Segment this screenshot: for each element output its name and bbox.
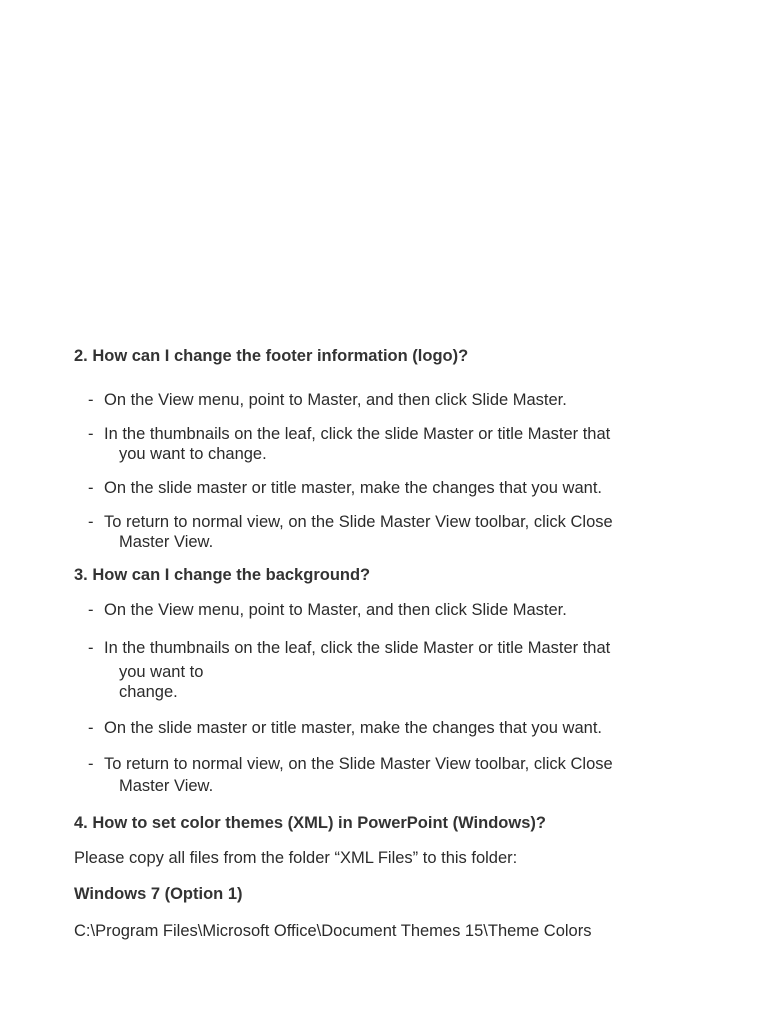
section-2-item-2	[88, 424, 688, 464]
item-line: Master View.	[119, 533, 214, 551]
bullet-dash: -	[88, 601, 94, 619]
item-line: To return to normal view, on the Slide Master View toolbar, click Close	[104, 513, 613, 531]
bullet-dash: -	[88, 479, 94, 497]
item-line: On the slide master or title master, make the changes that you want.	[104, 719, 602, 737]
section-2-heading: 2. How can I change the footer information (logo)?	[74, 347, 469, 365]
bullet-dash: -	[88, 425, 94, 443]
section-3-item-1	[88, 600, 688, 620]
item-line: you want to change.	[119, 445, 267, 463]
folder-path: C:\Program Files\Microsoft Office\Document Themes 15\Theme Colors	[74, 922, 592, 940]
section-2-item-3	[88, 478, 688, 498]
item-line: On the View menu, point to Master, and then click Slide Master.	[104, 601, 567, 619]
section-4-subheading: Windows 7 (Option 1)	[74, 885, 243, 903]
bullet-dash: -	[88, 513, 94, 531]
section-3-heading: 3. How can I change the background?	[74, 566, 371, 584]
item-line: Master View.	[119, 777, 214, 795]
item-line: On the slide master or title master, make the changes that you want.	[104, 479, 602, 497]
item-line: In the thumbnails on the leaf, click the slide Master or title Master that	[104, 639, 611, 657]
bullet-dash: -	[88, 391, 94, 409]
bullet-dash: -	[88, 639, 94, 657]
section-3-item-2	[88, 638, 688, 702]
item-line: you want to	[119, 663, 204, 681]
section-2-item-4	[88, 512, 688, 552]
section-3-item-4	[88, 754, 688, 796]
section-3-item-3	[88, 718, 688, 738]
item-line: change.	[119, 683, 178, 701]
item-line: On the View menu, point to Master, and then click Slide Master.	[104, 391, 567, 409]
section-4-paragraph: Please copy all files from the folder “XML Files” to this folder:	[74, 849, 518, 867]
section-4-heading: 4. How to set color themes (XML) in PowerPoint (Windows)?	[74, 814, 546, 832]
item-line: In the thumbnails on the leaf, click the slide Master or title Master that	[104, 425, 611, 443]
section-2-item-1	[88, 390, 688, 410]
item-line: To return to normal view, on the Slide Master View toolbar, click Close	[104, 755, 613, 773]
bullet-dash: -	[88, 719, 94, 737]
bullet-dash: -	[88, 755, 94, 773]
